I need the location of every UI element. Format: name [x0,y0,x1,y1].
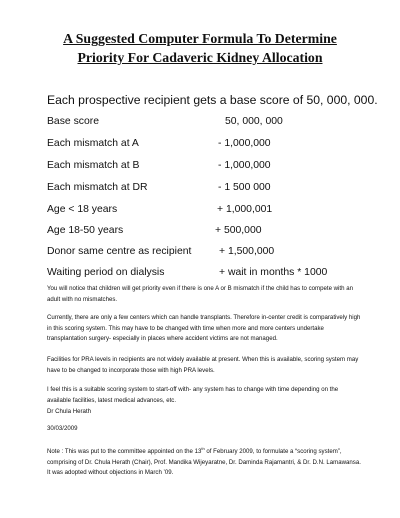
score-value: - 1,000,000 [218,138,271,149]
paragraph-pra-levels [47,355,363,376]
paragraph-center-credit [47,313,363,345]
score-value: + wait in months * 1000 [219,267,328,278]
note-rest: of February 2009, to formulate a “scoring system”, comprising of Dr. Chula Herath (Chair), Prof. Mandika Wijeyaratne, Dr. Daminda Rajamantri, & Dr. D.N. Lamawansa. It was adopted without objections in March ’09. [47,448,361,477]
score-label: Each mismatch at DR [47,182,148,193]
paragraph-text: I feel this is a suitable scoring system to start-off with- any system has to change with time depending on the available facilities, latest medical advances, etc. [47,386,339,404]
score-value: + 500,000 [215,225,262,236]
paragraph-children-priority [47,284,363,305]
score-label: Age 18-50 years [47,225,124,236]
score-label: Base score [47,116,99,127]
note-paragraph [47,444,363,479]
score-label: Each mismatch at B [47,160,140,171]
document-title [30,29,370,67]
score-value: + 1,500,000 [219,246,275,257]
document-date: 30/03/2009 [47,425,78,432]
note-prefix: Note : This was put to the committee appointed on the 13 [47,448,202,456]
score-label: Age < 18 years [47,204,118,215]
score-value: 50, 000, 000 [225,116,283,127]
intro-statement: Each prospective recipient gets a base score of 50, 000, 000. [47,93,378,107]
score-value: - 1,000,000 [218,160,271,171]
title-line-2: Priority For Cadaveric Kidney Allocation [77,50,323,65]
title-line-1: A Suggested Computer Formula To Determine [63,31,337,46]
paragraph-text: Facilities for PRA levels in recipients are not widely available at present. When this is available, scoring system may have to be changed to incorporate those with high PRA levels. [47,356,359,374]
score-label: Donor same centre as recipient [47,246,192,257]
note-text [47,444,363,479]
score-value: - 1 500 000 [218,182,271,193]
score-label: Each mismatch at A [47,138,139,149]
note-superscript: th [201,446,205,451]
paragraph-text: You will notice that children will get priority even if there is one A or B mismatch if the child has to compete with an adult with no mismatches. [47,285,353,303]
score-value: + 1,000,001 [217,204,273,215]
paragraph-text: Currently, there are only a few centers which can handle transplants. Therefore in-center credit is comparatively high in this scoring system. This may have to be changed with time when more and more centers undertake transplantation surgery- especially in places where accident victims are not managed. [47,314,361,343]
paragraph-conclusion [47,385,363,406]
author-name: Dr Chula Herath [47,408,92,415]
score-label: Waiting period on dialysis [47,267,165,278]
